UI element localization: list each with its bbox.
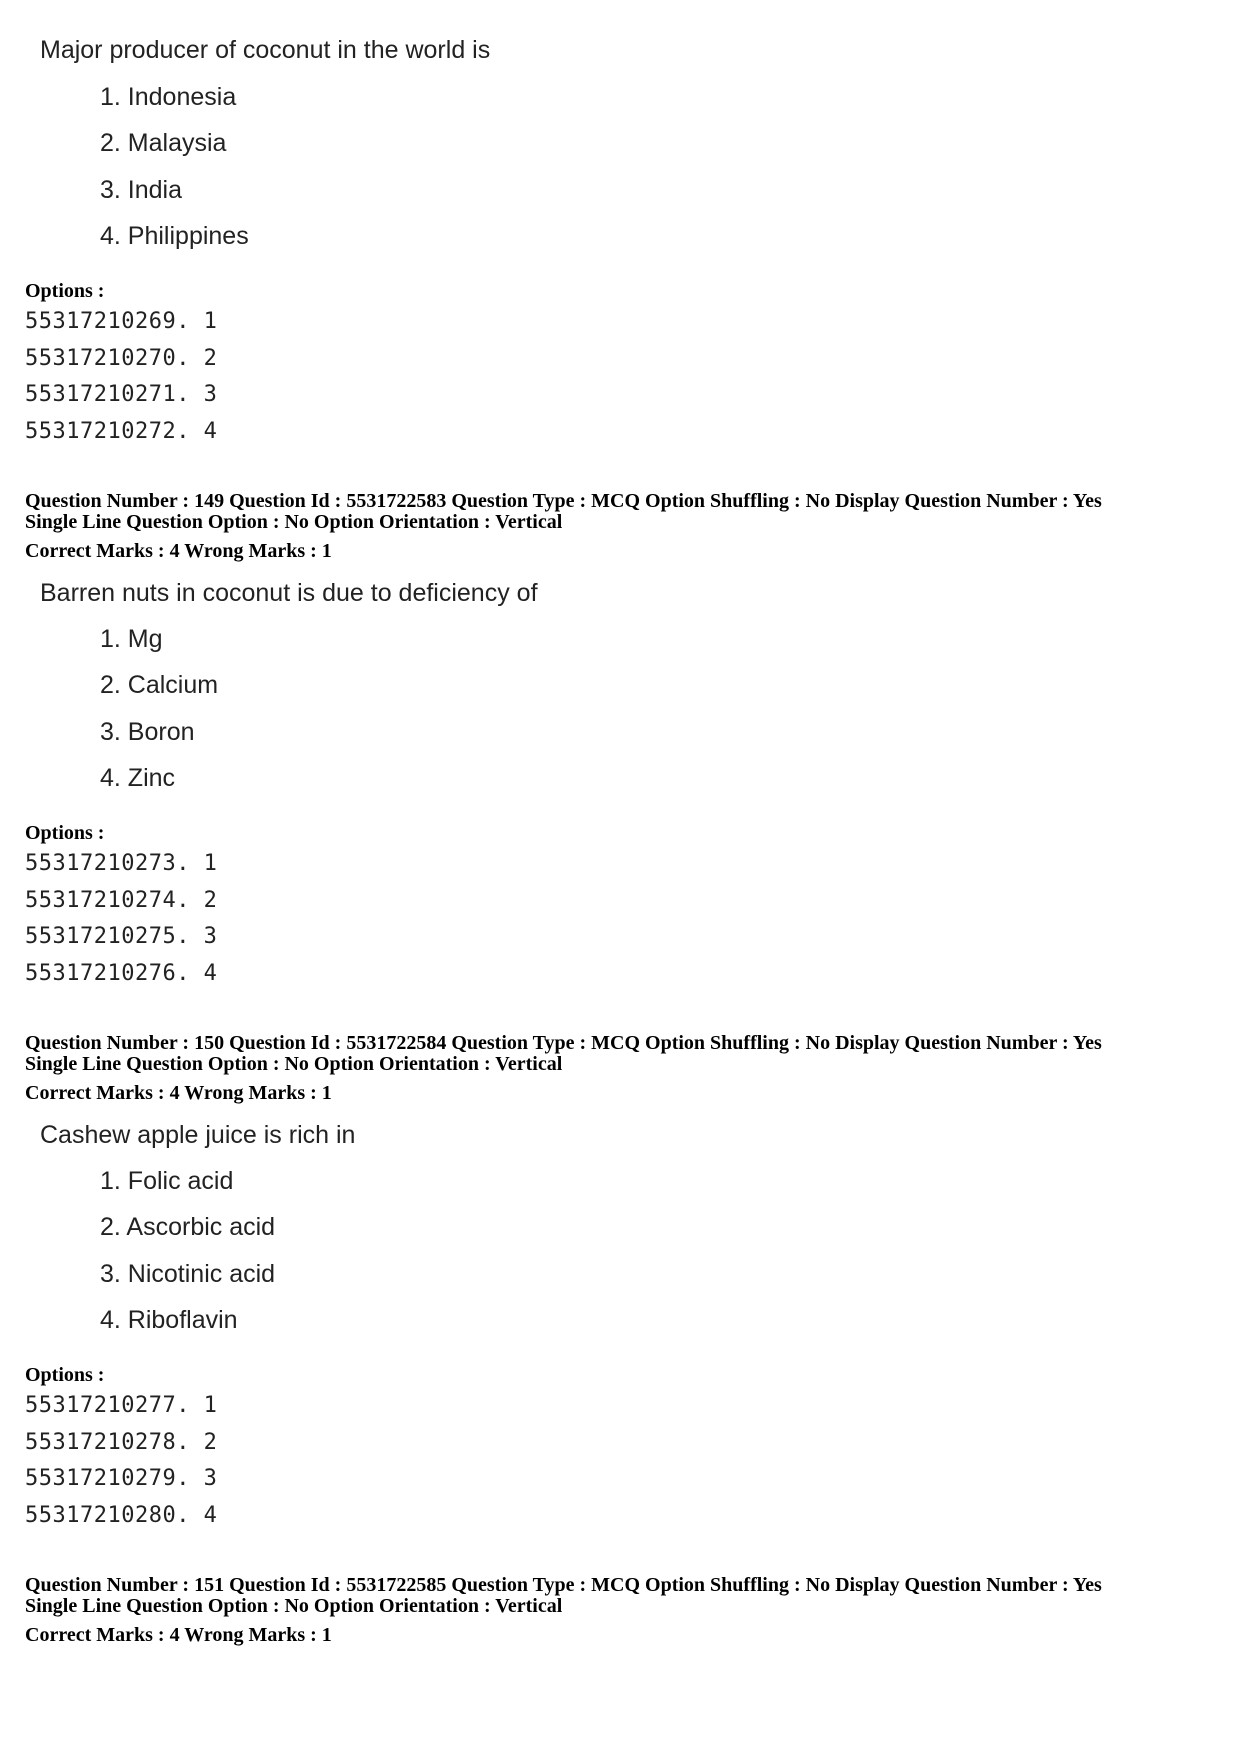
question-marks: Correct Marks : 4 Wrong Marks : 1 bbox=[25, 540, 332, 562]
question-choice: 1. Indonesia bbox=[100, 83, 237, 111]
option-row: 55317210270. 2 bbox=[25, 346, 218, 371]
option-row: 55317210275. 3 bbox=[25, 924, 218, 949]
question-choice: 2. Ascorbic acid bbox=[100, 1213, 276, 1241]
option-row: 55317210274. 2 bbox=[25, 888, 218, 913]
question-marks: Correct Marks : 4 Wrong Marks : 1 bbox=[25, 1082, 332, 1104]
question-choice: 3. Nicotinic acid bbox=[100, 1260, 276, 1288]
option-row: 55317210272. 4 bbox=[25, 419, 218, 444]
question-meta: Question Number : 150 Question Id : 5531722584 Question Type : MCQ Option Shuffling : No Display Question Number : Yes bbox=[25, 1032, 1102, 1054]
question-text: Cashew apple juice is rich in bbox=[40, 1121, 356, 1149]
options-label: Options : bbox=[25, 822, 105, 844]
question-choice: 2. Calcium bbox=[100, 671, 219, 699]
question-choice: 3. India bbox=[100, 176, 183, 204]
option-row: 55317210280. 4 bbox=[25, 1503, 218, 1528]
option-row: 55317210277. 1 bbox=[25, 1393, 218, 1418]
question-choice: 4. Riboflavin bbox=[100, 1306, 238, 1334]
question-choice: 1. Folic acid bbox=[100, 1167, 234, 1195]
question-choice: 1. Mg bbox=[100, 625, 163, 653]
option-row: 55317210269. 1 bbox=[25, 309, 218, 334]
question-choice: 3. Boron bbox=[100, 718, 195, 746]
question-text: Major producer of coconut in the world is bbox=[40, 36, 491, 64]
option-row: 55317210271. 3 bbox=[25, 382, 218, 407]
option-row: 55317210278. 2 bbox=[25, 1430, 218, 1455]
question-marks: Correct Marks : 4 Wrong Marks : 1 bbox=[25, 1624, 332, 1646]
question-meta: Question Number : 151 Question Id : 5531722585 Question Type : MCQ Option Shuffling : No Display Question Number : Yes bbox=[25, 1574, 1102, 1596]
question-meta: Single Line Question Option : No Option Orientation : Vertical bbox=[25, 511, 563, 533]
option-row: 55317210273. 1 bbox=[25, 851, 218, 876]
question-meta: Single Line Question Option : No Option Orientation : Vertical bbox=[25, 1053, 563, 1075]
question-choice: 2. Malaysia bbox=[100, 129, 227, 157]
option-row: 55317210276. 4 bbox=[25, 961, 218, 986]
question-meta: Question Number : 149 Question Id : 5531722583 Question Type : MCQ Option Shuffling : No Display Question Number : Yes bbox=[25, 490, 1102, 512]
question-meta: Single Line Question Option : No Option Orientation : Vertical bbox=[25, 1595, 563, 1617]
question-choice: 4. Philippines bbox=[100, 222, 249, 250]
option-row: 55317210279. 3 bbox=[25, 1466, 218, 1491]
question-text: Barren nuts in coconut is due to deficiency of bbox=[40, 579, 538, 607]
options-label: Options : bbox=[25, 1364, 105, 1386]
options-label: Options : bbox=[25, 280, 105, 302]
question-choice: 4. Zinc bbox=[100, 764, 176, 792]
